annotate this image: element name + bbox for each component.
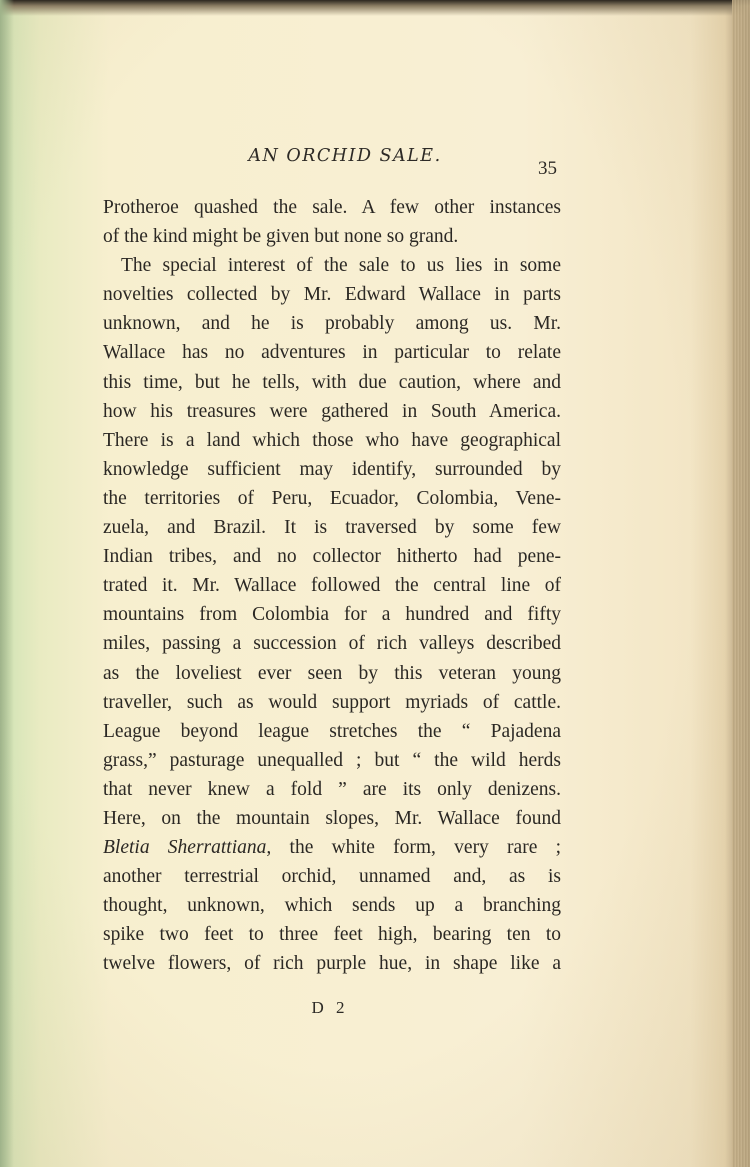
text-line: spike two feet to three feet high, bearing ten to bbox=[103, 924, 561, 946]
text-line: mountains from Colombia for a hundred and fifty bbox=[103, 604, 561, 626]
text-line: that never knew a fold ” are its only denizens. bbox=[103, 778, 561, 800]
signature-mark: D 2 bbox=[311, 998, 349, 1017]
text-line: as the loveliest ever seen by this veteran young bbox=[103, 662, 561, 684]
text-line: miles, passing a succession of rich valleys described bbox=[103, 633, 561, 655]
text-line: League beyond league stretches the “ Pajadena bbox=[103, 720, 561, 742]
text-line bbox=[103, 833, 561, 862]
page-number: 35 bbox=[538, 158, 557, 179]
species-name: Bletia Sherrattiana, bbox=[103, 837, 272, 859]
text-line: Wallace has no adventures in particular to relate bbox=[103, 342, 561, 364]
text-line: thought, unknown, which sends up a branching bbox=[103, 895, 561, 917]
text-line: Here, on the mountain slopes, Mr. Wallace found bbox=[103, 807, 561, 829]
text-line: grass,” pasturage unequalled ; but “ the wild herds bbox=[103, 749, 561, 771]
text-line: knowledge sufficient may identify, surrounded by bbox=[103, 458, 561, 480]
text-line: this time, but he tells, with due caution, where and bbox=[103, 371, 561, 393]
text-line: Protheroe quashed the sale. A few other instances bbox=[103, 197, 561, 218]
text-line-rest: the white form, very rare ; bbox=[271, 837, 561, 859]
text-line: of the kind might be given but none so grand. bbox=[103, 226, 459, 248]
text-line: The special interest of the sale to us lies in some bbox=[121, 255, 561, 277]
text-line: trated it. Mr. Wallace followed the central line of bbox=[103, 575, 561, 597]
binding-shadow bbox=[0, 0, 14, 1167]
text-line: zuela, and Brazil. It is traversed by some few bbox=[103, 517, 561, 539]
running-head: AN ORCHID SALE. bbox=[248, 146, 442, 166]
body-text bbox=[103, 193, 561, 979]
text-line: traveller, such as would support myriads of cattle. bbox=[103, 691, 561, 713]
text-line: Indian tribes, and no collector hitherto had pene- bbox=[103, 546, 561, 568]
text-line: how his treasures were gathered in South America. bbox=[103, 400, 561, 422]
text-line: another terrestrial orchid, unnamed and, as is bbox=[103, 866, 561, 888]
text-line: the territories of Peru, Ecuador, Colombia, Vene- bbox=[103, 487, 561, 509]
text-line: unknown, and he is probably among us. Mr. bbox=[103, 313, 561, 335]
text-line: twelve flowers, of rich purple hue, in shape like a bbox=[103, 953, 561, 975]
text-line: There is a land which those who have geographical bbox=[103, 429, 561, 451]
text-line: novelties collected by Mr. Edward Wallace in parts bbox=[103, 284, 561, 306]
